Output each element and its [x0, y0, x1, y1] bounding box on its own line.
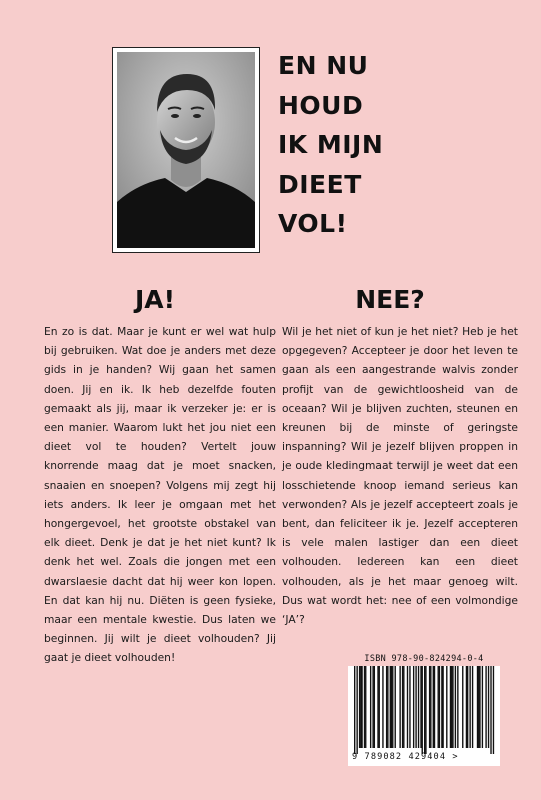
barcode-bar	[430, 666, 431, 748]
barcode-bar	[364, 666, 365, 748]
barcode-bar	[365, 666, 366, 748]
barcode-bar	[462, 666, 463, 748]
barcode-bar	[392, 666, 393, 748]
author-photo	[117, 52, 255, 248]
barcode-bar	[451, 666, 452, 748]
barcode-bar	[477, 666, 478, 748]
barcode-bar	[466, 666, 467, 748]
barcode-bar	[441, 666, 442, 748]
barcode-bar	[415, 666, 416, 748]
barcode-bar	[424, 666, 425, 754]
barcode-bar	[490, 666, 491, 754]
barcode-bar	[403, 666, 404, 748]
barcode-digits: 9 789082 429404 >	[352, 752, 459, 762]
barcode-bar	[493, 666, 494, 754]
barcode-bar	[457, 666, 458, 748]
barcode-bar	[429, 666, 430, 748]
barcode-bar	[399, 666, 400, 748]
barcode-bar	[479, 666, 480, 748]
barcode-bar	[420, 666, 421, 748]
barcode-bar	[395, 666, 396, 748]
barcode-bar	[382, 666, 383, 748]
right-column-text: Wil je het niet of kun je het niet? Heb je het opgegeven? Accepteer je door het leven te gaan als een aangestrande walvis zonder profijt van de gewichtloosheid van de oceaan? Wil je blijven zuchten, steunen en kreunen bij de minste of geringste inspanning? Wil je jezelf blijven proppen in je oude kledingmaat terwijl je weet dat een losschietende knoop iemand serieus kan verwonden? Als je jezelf accepteert zoals je bent, dan feliciteer ik je. Jezelf accepteren is vele malen lastiger dan een dieet volhouden. Iedereen kan een dieet volhouden, als je het maar genoeg wilt. Dus wat wordt het: nee of een volmondige ‘JA’?	[282, 325, 518, 627]
barcode-bar	[442, 666, 443, 748]
barcode-bar	[467, 666, 468, 748]
barcode-bar	[434, 666, 435, 748]
right-column-title: NEE?	[355, 285, 425, 314]
barcode-bar	[478, 666, 479, 748]
barcode-bar	[472, 666, 473, 748]
barcode-bar	[446, 666, 447, 748]
barcode-bar	[359, 666, 360, 748]
barcode-bar	[361, 666, 362, 748]
author-portrait-illustration	[117, 52, 255, 248]
barcode-bar	[455, 666, 456, 748]
headline-line-2: HOUD	[278, 90, 364, 120]
barcode-bar	[488, 666, 489, 748]
headline-line-1: EN NU	[278, 51, 369, 80]
barcode-bar	[377, 666, 378, 748]
barcode-bar	[379, 666, 380, 748]
barcode-bar	[386, 666, 387, 748]
left-column-text: En zo is dat. Maar je kunt er wel wat hulp bij gebruiken. Wat doe je anders met deze gids in je handen? Wij gaan het samen doen. Jij en ik. Ik heb dezelfde fouten gemaakt als jij, maar ik verzeker je: er is een manier. Waarom lukt het jou niet een dieet vol te houden? Vertelt jouw knorrende maag dat je moet snacken, snaaien en snoepen? Volgens mij zegt hij iets anders. Ik leer je omgaan met het hongergevoel, het grootste obstakel van elk dieet. Denk je dat je het niet kunt? Ik denk het wel. Zoals die jongen met een dwarslaesie dacht dat hij weer kon lopen. En dat kan hij nu. Diëten is geen fysieke, maar een mentale kwestie. Dus laten we beginnen. Jij wilt je dieet volhouden? Jij gaat je dieet volhouden!	[44, 325, 276, 665]
barcode-bars	[348, 666, 500, 754]
barcode-bar	[418, 666, 419, 748]
barcode-bar	[425, 666, 426, 754]
barcode-bar	[360, 666, 361, 748]
barcode-bar	[413, 666, 414, 748]
author-photo-frame	[112, 47, 260, 253]
barcode-bar	[422, 666, 423, 754]
barcode-bar	[387, 666, 388, 748]
barcode-bar	[409, 666, 410, 748]
barcode-bar	[402, 666, 403, 748]
barcode-bar	[469, 666, 470, 748]
barcode-bar	[482, 666, 483, 748]
barcode-bar	[433, 666, 434, 748]
barcode-bar	[370, 666, 371, 748]
headline	[278, 46, 478, 244]
headline-line-3: IK MIJN	[278, 130, 384, 159]
barcode-bar	[485, 666, 486, 748]
barcode-bar	[354, 666, 355, 754]
barcode-bar	[407, 666, 408, 748]
barcode-bar	[372, 666, 373, 748]
barcode-bar	[391, 666, 392, 748]
headline-line-5: VOL!	[278, 209, 348, 238]
barcode-bar	[452, 666, 453, 748]
headline-line-4: DIEET	[278, 169, 362, 199]
barcode-bar	[450, 666, 451, 748]
barcode-bar	[390, 666, 391, 748]
left-column-title: JA!	[134, 285, 176, 314]
barcode-bar	[438, 666, 439, 748]
barcode-bar	[356, 666, 357, 754]
barcode-bar	[374, 666, 375, 748]
barcode-bar	[439, 666, 440, 748]
barcode	[348, 666, 500, 766]
isbn-label: ISBN 978-90-824294-0-4	[364, 654, 484, 664]
